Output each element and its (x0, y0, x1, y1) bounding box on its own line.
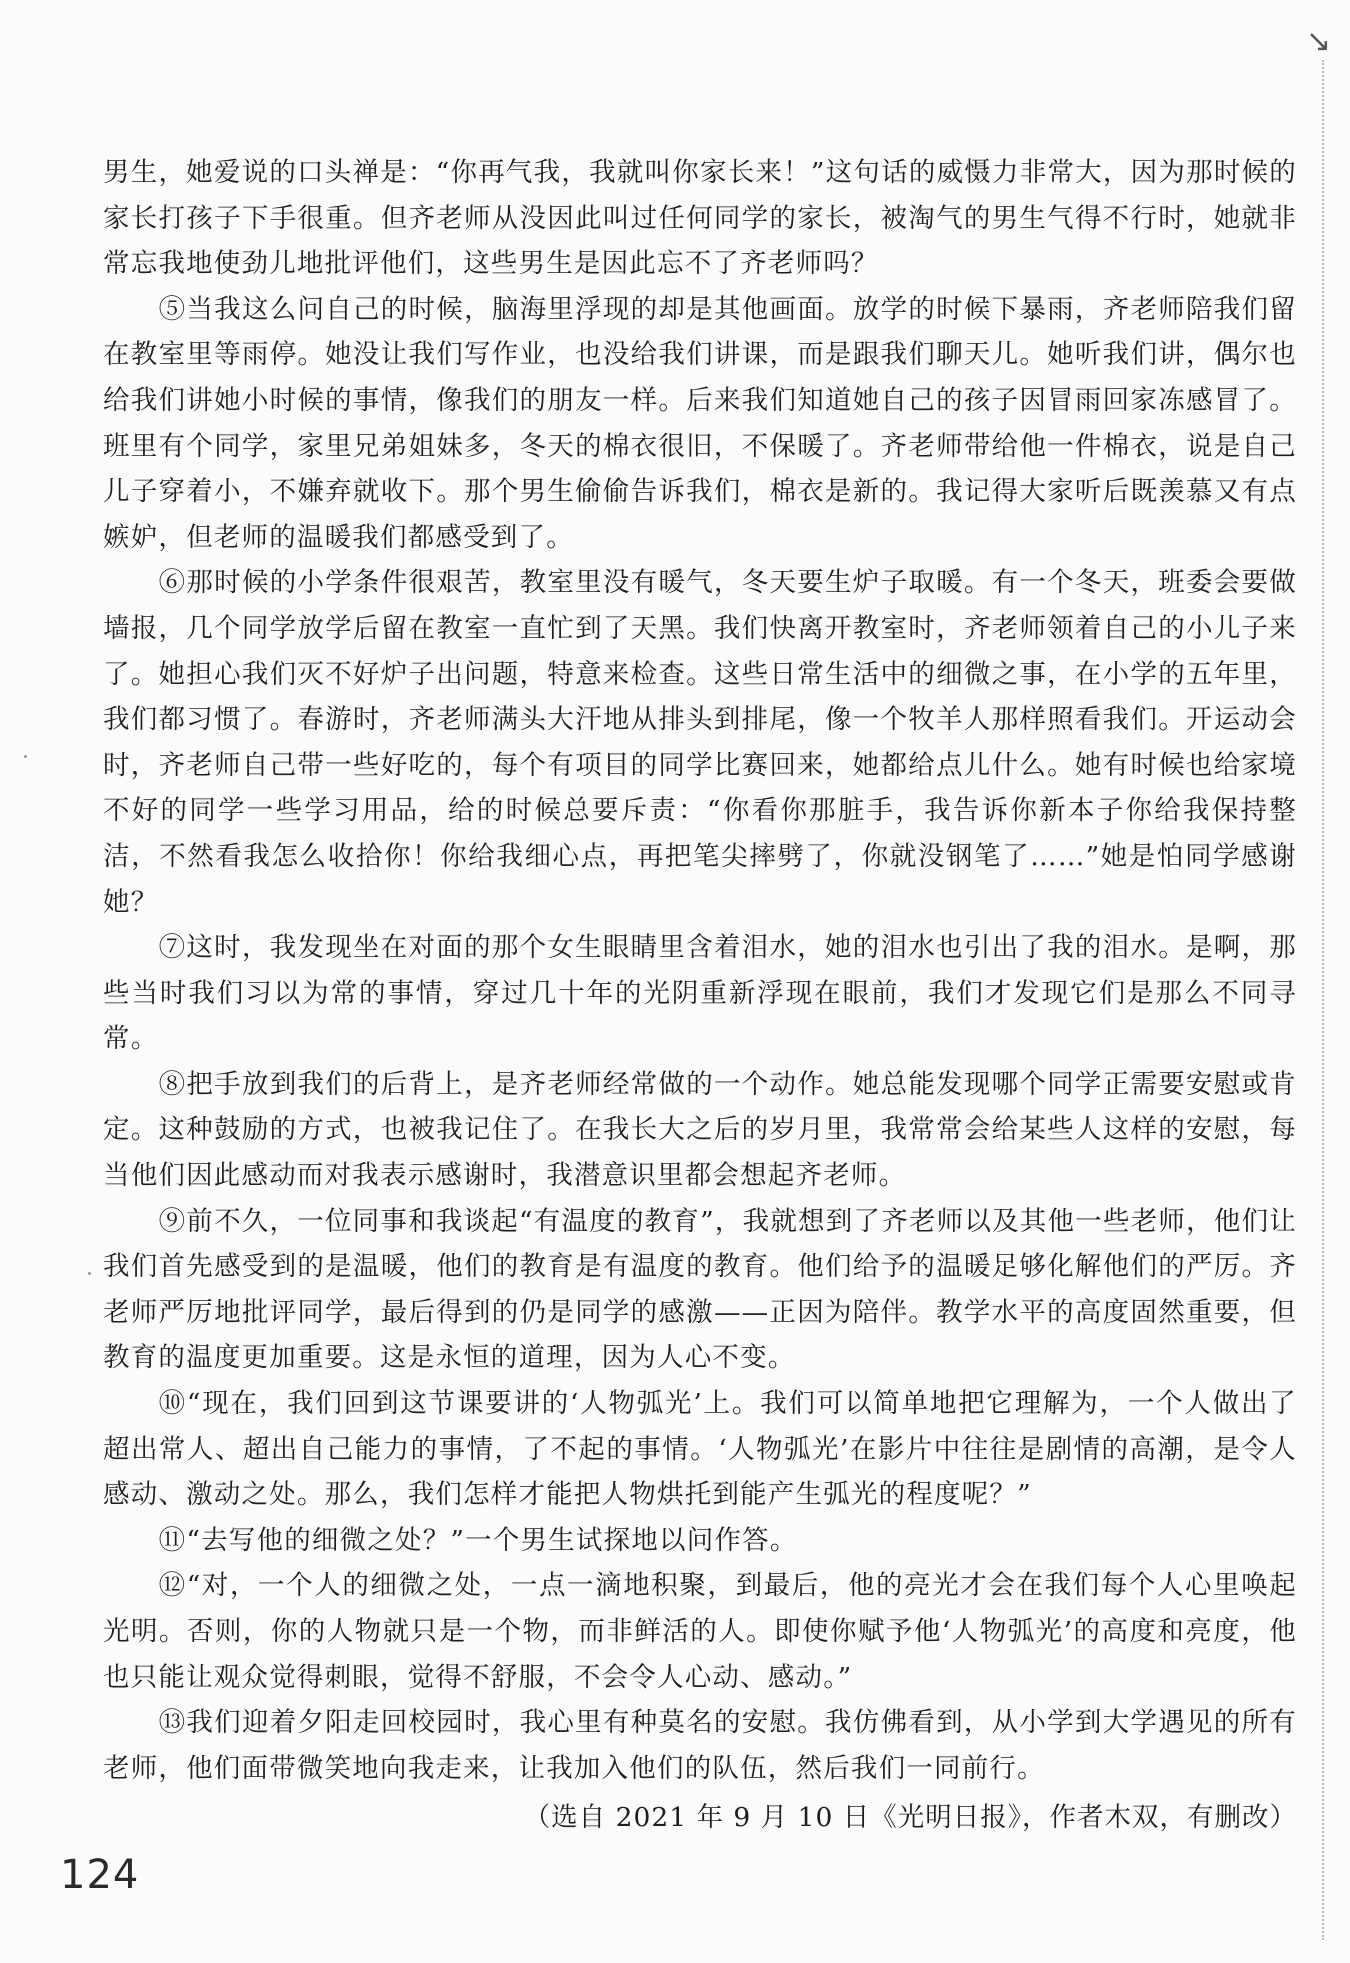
paragraph-10: ⑩“现在，我们回到这节课要讲的‘人物弧光’上。我们可以简单地把它理解为，一个人做出了超出常人、超出自己能力的事情，了不起的事情。‘人物弧光’在影片中往往是剧情的高潮，是令人感动、激动之处。那么，我们怎样才能把人物烘托到能产生弧光的程度呢？” (103, 1388, 1297, 1511)
article-body (103, 150, 1297, 1841)
scan-speck (88, 1272, 91, 1275)
paragraph-6: ⑥那时候的小学条件很艰苦，教室里没有暖气，冬天要生炉子取暖。有一个冬天，班委会要做墙报，几个同学放学后留在教室一直忙到了天黑。我们快离开教室时，齐老师领着自己的小儿子来了。她担心我们灭不好炉子出问题，特意来检查。这些日常生活中的细微之事，在小学的五年里，我们都习惯了。春游时，齐老师满头大汗地从排头到排尾，像一个牧羊人那样照看我们。开运动会时，齐老师自己带一些好吃的，每个有项目的同学比赛回来，她都给点儿什么。她有时候也给家境不好的同学一些学习用品，给的时候总要斥责：“你看你那脏手，我告诉你新本子你给我保持整洁，不然看我怎么收拾你！你给我细心点，再把笔尖摔劈了，你就没钢笔了……”她是怕同学感谢她？ (103, 567, 1297, 918)
paragraph-7: ⑦这时，我发现坐在对面的那个女生眼睛里含着泪水，她的泪水也引出了我的泪水。是啊，那些当时我们习以为常的事情，穿过几十年的光阴重新浮现在眼前，我们才发现它们是那么不同寻常。 (103, 932, 1297, 1055)
corner-mark: ↘ (1306, 24, 1332, 59)
paragraph-5: ⑤当我这么问自己的时候，脑海里浮现的却是其他画面。放学的时候下暴雨，齐老师陪我们留在教室里等雨停。她没让我们写作业，也没给我们讲课，而是跟我们聊天儿。她听我们讲，偶尔也给我们讲她小时候的事情，像我们的朋友一样。后来我们知道她自己的孩子因冒雨回家冻感冒了。班里有个同学，家里兄弟姐妹多，冬天的棉衣很旧，不保暖了。齐老师带给他一件棉衣，说是自己儿子穿着小，不嫌弃就收下。那个男生偷偷告诉我们，棉衣是新的。我记得大家听后既羡慕又有点嫉妒，但老师的温暖我们都感受到了。 (103, 293, 1297, 553)
paragraph-12: ⑫“对，一个人的细微之处，一点一滴地积聚，到最后，他的亮光才会在我们每个人心里唤起光明。否则，你的人物就只是一个物，而非鲜活的人。即使你赋予他‘人物弧光’的高度和亮度，他也只能让观众觉得刺眼，觉得不舒服，不会令人心动、感动。” (103, 1570, 1297, 1693)
paragraph-8: ⑧把手放到我们的后背上，是齐老师经常做的一个动作。她总能发现哪个同学正需要安慰或肯定。这种鼓励的方式，也被我记住了。在我长大之后的岁月里，我常常会给某些人这样的安慰，每当他们因此感动而对我表示感谢时，我潜意识里都会想起齐老师。 (103, 1068, 1297, 1192)
paragraph-11: ⑪“去写他的细微之处？”一个男生试探地以问作答。 (158, 1524, 798, 1556)
paragraph-continued: 男生，她爱说的口头禅是：“你再气我，我就叫你家长来！”这句话的威慑力非常大，因为那时候的家长打孩子下手很重。但齐老师从没因此叫过任何同学的家长，被淘气的男生气得不行时，她就非常忘我地使劲儿地批评他们，这些男生是因此忘不了齐老师吗？ (103, 157, 1297, 280)
page-number: 124 (60, 1852, 140, 1898)
page-binding-edge (1322, 60, 1324, 1940)
paragraph-13: ⑬我们迎着夕阳走回校园时，我心里有种莫名的安慰。我仿佛看到，从小学到大学遇见的所有老师，他们面带微笑地向我走来，让我加入他们的队伍，然后我们一同前行。 (103, 1707, 1297, 1784)
scan-speck (24, 755, 27, 758)
paragraph-9: ⑨前不久，一位同事和我谈起“有温度的教育”，我就想到了齐老师以及其他一些老师，他们让我们首先感受到的是温暖，他们的教育是有温度的教育。他们给予的温暖足够化解他们的严厉。齐老师严厉地批评同学，最后得到的仍是同学的感激——正因为陪伴。教学水平的高度固然重要，但教育的温度更加重要。这是永恒的道理，因为人心不变。 (103, 1205, 1297, 1374)
source-citation: （选自 2021 年 9 月 10 日《光明日报》，作者木双，有删改） (523, 1802, 1297, 1834)
